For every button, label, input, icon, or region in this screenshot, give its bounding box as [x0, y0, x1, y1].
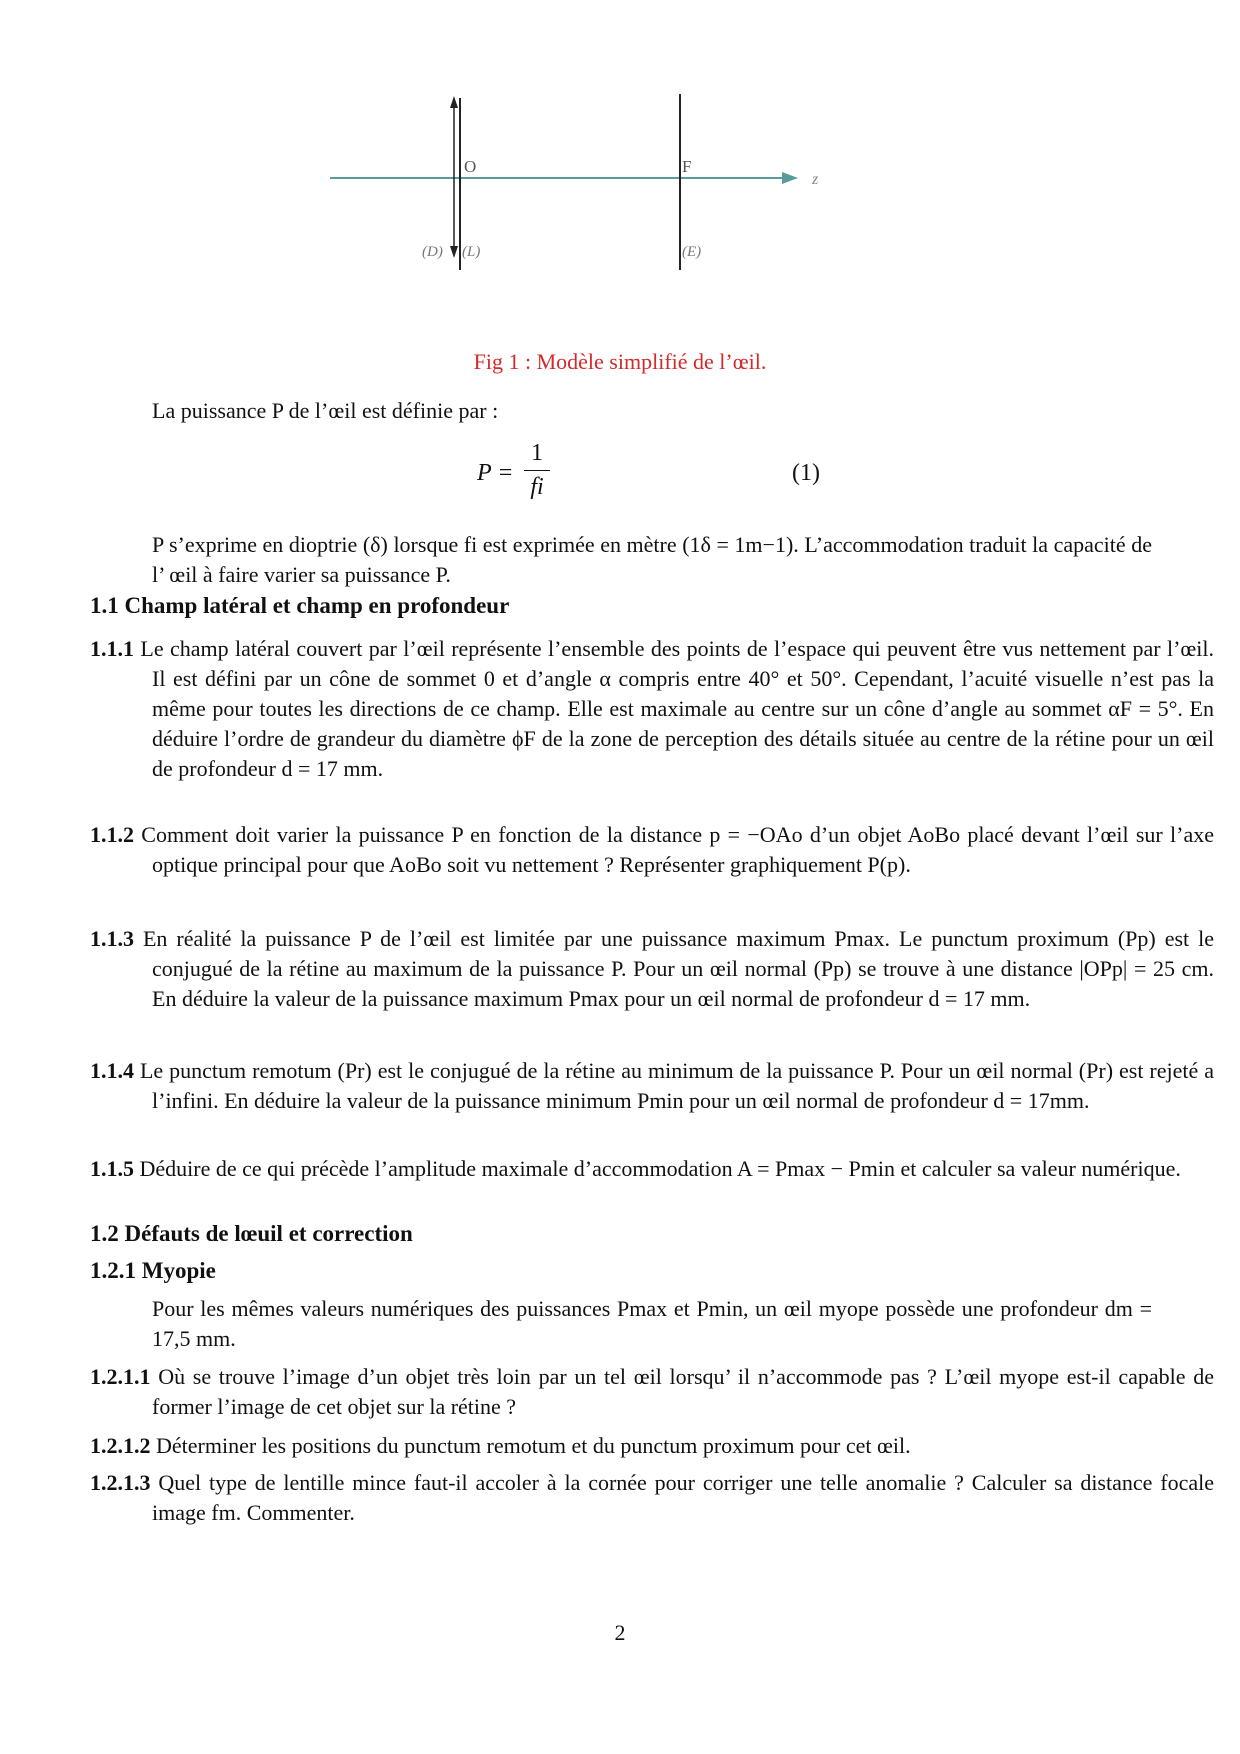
equation-1 [0, 440, 1240, 510]
question-text: Où se trouve l’image d’un objet très loin par un tel œil lorsqu’ il n’accommode pas ? L’œil myope est-il capable de former l’image de cet objet sur la rétine ? [152, 1364, 1214, 1419]
label-E: (E) [682, 244, 702, 260]
axis-arrowhead [782, 172, 798, 184]
question-text: Quel type de lentille mince faut-il accoler à la cornée pour corriger une telle anomalie ? Calculer sa distance focale image fm. Commenter. [152, 1470, 1214, 1525]
page-number: 2 [614, 1620, 626, 1645]
section-1-2-1-heading: 1.2.1 Myopie [90, 1258, 216, 1283]
eye-model-figure [330, 92, 960, 302]
intro-paragraph: La puissance P de l’œil est définie par : [152, 398, 499, 423]
myopia-paragraph: Pour les mêmes valeurs numériques des puissances Pmax et Pmin, un œil myope possède une profondeur dm = 17,5 mm. [152, 1296, 1152, 1351]
equation-lhs: P = [477, 460, 514, 486]
question-text: Le champ latéral couvert par l’œil représente l’ensemble des points de l’espace qui peuvent être vus nettement par l’œil. Il est défini par un cône de sommet 0 et d’angle α compris entre 40° et 50°. Cependant, l’acuité visuelle n’est pas la même pour toutes les directions de ce champ. Elle est maximale au centre sur un cône d’angle au sommet αF = 5°. En déduire l’ordre de grandeur du diamètre ϕF de la zone de perception des détails située au centre de la rétine pour un œil de profondeur d = 17 mm. [140, 636, 1215, 781]
question-number: 1.2.1.2 [90, 1433, 151, 1458]
question-number: 1.1.5 [90, 1156, 134, 1181]
question-text: En réalité la puissance P de l’œil est limitée par une puissance maximum Pmax. Le punctum proximum (Pp) est le conjugué de la rétine au maximum de la puissance P. Pour un œil normal (Pp) se trouve à une distance |OPp| = 25 cm. En déduire la valeur de la puissance maximum Pmax pour un œil normal de profondeur d = 17 mm. [142, 926, 1214, 1011]
units-paragraph: P s’exprime en dioptrie (δ) lorsque fi est exprimée en mètre (1δ = 1m−1). L’accommodation traduit la capacité de l’ œil à faire varier sa puissance P. [152, 532, 1152, 587]
question-1-2-1-3 [90, 1468, 1214, 1528]
lens-arrow-up [450, 96, 458, 108]
lens-arrow-down [450, 246, 458, 258]
label-L: (L) [462, 244, 481, 260]
question-text: Déduire de ce qui précède l’amplitude maximale d’accommodation A = Pmax − Pmin et calculer sa valeur numérique. [139, 1156, 1181, 1181]
question-number: 1.1.4 [90, 1058, 134, 1083]
equation-number: (1) [792, 460, 820, 486]
question-1-1-5 [90, 1154, 1214, 1184]
fraction-bar [524, 470, 550, 471]
section-1-1-heading: 1.1 Champ latéral et champ en profondeur [90, 593, 510, 618]
section-1-2-heading: 1.2 Défauts de lœuil et correction [90, 1221, 413, 1246]
label-D: (D) [422, 244, 443, 260]
question-number: 1.1.1 [90, 636, 134, 661]
fraction-numerator: 1 [531, 440, 543, 466]
label-z: z [812, 171, 819, 188]
question-1-2-1-2 [90, 1431, 1214, 1461]
question-number: 1.2.1.3 [90, 1470, 151, 1495]
question-1-1-1 [90, 634, 1214, 784]
question-1-1-4 [90, 1056, 1214, 1116]
label-O: O [464, 157, 477, 176]
question-1-1-2 [90, 820, 1214, 880]
figure-caption: Fig 1 : Modèle simplifié de l’œil. [473, 349, 767, 374]
question-number: 1.1.2 [90, 822, 134, 847]
question-text: Déterminer les positions du punctum remotum et du punctum proximum pour cet œil. [156, 1433, 911, 1458]
fraction-denominator: fi [530, 474, 544, 500]
label-F: F [682, 157, 692, 176]
question-text: Le punctum remotum (Pr) est le conjugué de la rétine au minimum de la puissance P. Pour un œil normal (Pr) est rejeté a l’infini. En déduire la valeur de la puissance minimum Pmin pour un œil normal de profondeur d = 17mm. [139, 1058, 1215, 1113]
question-number: 1.2.1.1 [90, 1364, 151, 1389]
question-text: Comment doit varier la puissance P en fonction de la distance p = −OAo d’un objet AoBo placé devant l’œil sur l’axe optique principal pour que AoBo soit vu nettement ? Représenter graphiquement P(p). [141, 822, 1214, 877]
equation-fraction [524, 440, 550, 501]
question-number: 1.1.3 [90, 926, 134, 951]
question-1-2-1-1 [90, 1362, 1214, 1422]
question-1-1-3 [90, 924, 1214, 1014]
